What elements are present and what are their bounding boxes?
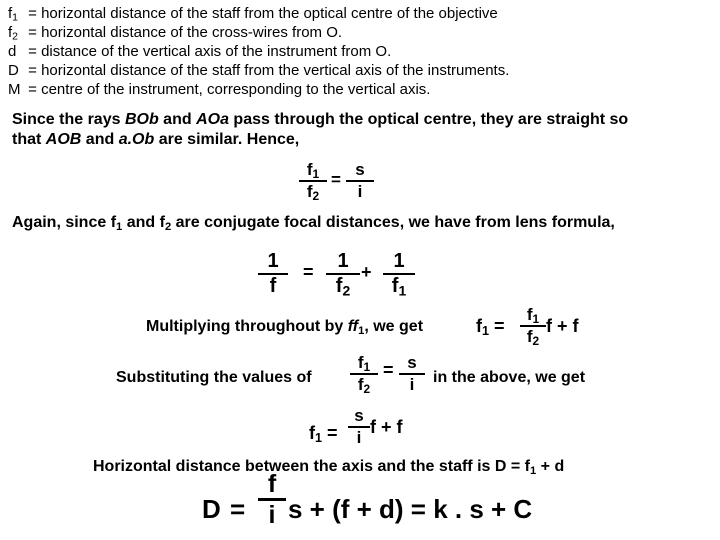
conjugate-focal-paragraph: Again, since $f_1$ and $f_2$ are conjugate focal distances, we have from lens formula, — [12, 214, 615, 233]
lens-fraction-1-over-f2: 1 $f_2$ — [326, 250, 360, 298]
equation-f1-over-f2: $f_1$ $f_2$ — [299, 160, 327, 202]
equals-sign: = — [331, 170, 341, 189]
horizontal-distance-text: Horizontal distance between the axis and the staff is $D = f_1 + d$ — [93, 458, 565, 477]
in-the-above-text: in the above, we get — [433, 369, 586, 386]
subst-equals: = — [383, 360, 394, 380]
definition-d: d = distance of the vertical axis of the instrument from O. — [8, 43, 392, 60]
final-D: D — [202, 494, 221, 524]
subst-fraction-f1-over-f2: $f_1$ $f_2$ — [350, 353, 378, 395]
result-fraction-s-over-i: s i — [348, 406, 370, 448]
subst-fraction-s-over-i: s i — [399, 353, 425, 395]
fraction-s-over-i: s i — [346, 160, 374, 202]
definition-D: D = horizontal distance of the staff from the vertical axis of the instruments. — [8, 62, 510, 79]
definition-M: M = centre of the instrument, corresponding to the vertical axis. — [8, 81, 431, 98]
multiplying-text: Multiplying throughout by $ff_1$, we get — [146, 318, 424, 337]
substituting-text: Substituting the values of — [116, 369, 312, 386]
mult-lhs: $f_1$ = — [476, 316, 505, 339]
lens-equals: = — [303, 262, 314, 282]
mult-tail: f + f — [546, 316, 579, 336]
final-tail: s + (f + d) = k . s + C — [288, 494, 533, 524]
final-equals: = — [230, 494, 246, 524]
definitions-list — [8, 4, 509, 99]
final-fraction-f-over-i: f i — [258, 470, 286, 529]
definition-f2: $f_2$ = horizontal distance of the cross-wires from O. — [8, 24, 343, 43]
result-lhs: $f_1$ = — [309, 423, 338, 446]
definition-f1: $f_1$ = horizontal distance of the staff from the optical centre of the objective — [8, 5, 498, 24]
lens-plus: + — [361, 262, 372, 282]
mult-fraction-f1-over-f2: $f_1$ $f_2$ — [520, 305, 546, 347]
lens-fraction-1-over-f: 1 f — [258, 250, 288, 298]
similar-triangles-paragraph: Since the rays BOb and AOa pass through the optical centre, they are straight so that AOB and a.Ob are similar. Hence, — [12, 111, 629, 148]
result-tail: f + f — [370, 417, 403, 437]
lens-fraction-1-over-f1: 1 $f_1$ — [383, 250, 415, 298]
